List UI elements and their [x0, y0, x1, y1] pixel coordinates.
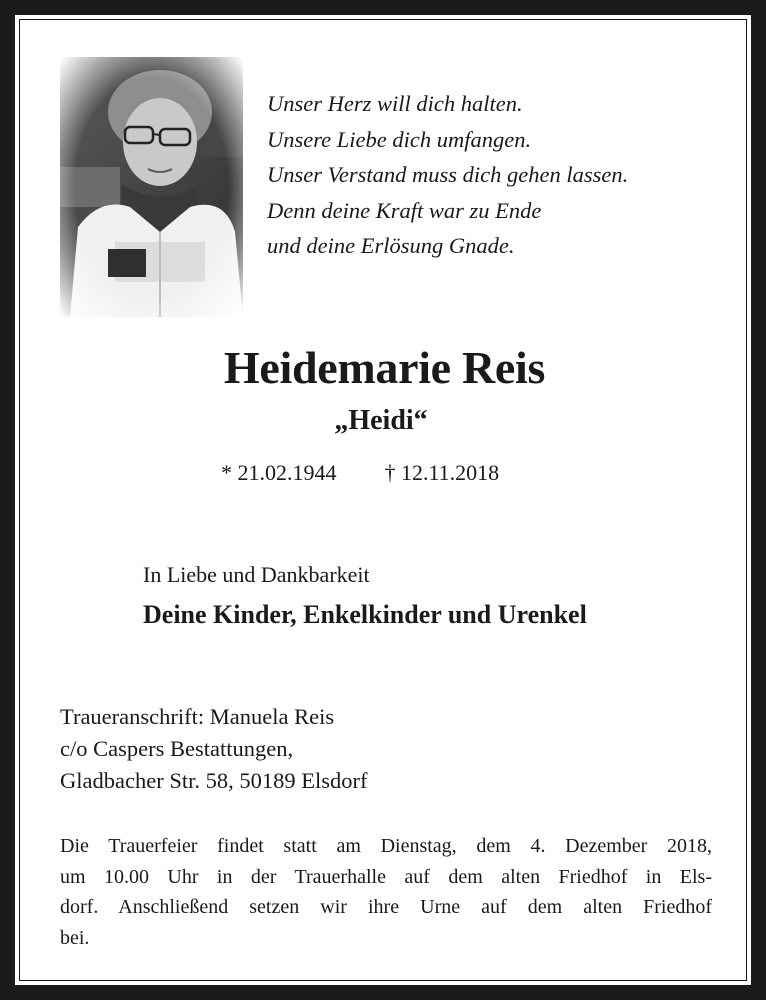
portrait-photo-icon: [60, 57, 243, 317]
portrait-photo: [60, 57, 243, 317]
poem: [267, 86, 737, 264]
deceased-nickname: „Heidi“: [334, 405, 428, 436]
mourning-address: [60, 701, 367, 797]
mourners-family: Deine Kinder, Enkelkinder und Urenkel: [143, 600, 587, 629]
deceased-name: Heidemarie Reis: [223, 342, 546, 393]
mourners-intro: In Liebe und Dankbarkeit: [143, 562, 370, 587]
address-line: c/o Caspers Bestattungen,: [60, 736, 294, 761]
address-line: Gladbacher Str. 58, 50189 Elsdorf: [60, 768, 368, 793]
poem-line: Unser Verstand muss dich gehen lassen.: [267, 162, 629, 187]
funeral-notice: [60, 831, 712, 953]
notice-line: dorf. Anschließend setzen wir ihre Urne auf dem alten Friedhof: [60, 896, 712, 918]
address-line: Traueranschrift: Manuela Reis: [60, 704, 335, 729]
birth-date: * 21.02.1944: [221, 460, 337, 485]
poem-line: und deine Erlösung Gnade.: [267, 233, 515, 258]
notice-line: um 10.00 Uhr in der Trauerhalle auf dem alten Friedhof in Els-: [60, 865, 712, 888]
poem-line: Denn deine Kraft war zu Ende: [267, 197, 542, 223]
poem-line: Unsere Liebe dich umfangen.: [267, 126, 532, 152]
poem-line: Unser Herz will dich halten.: [267, 91, 523, 116]
life-dates: [221, 458, 499, 488]
notice-line: bei.: [60, 926, 90, 949]
death-date: † 12.11.2018: [384, 460, 500, 485]
notice-line: Die Trauerfeier findet statt am Dienstag, dem 4. Dezember 2018,: [60, 835, 712, 857]
